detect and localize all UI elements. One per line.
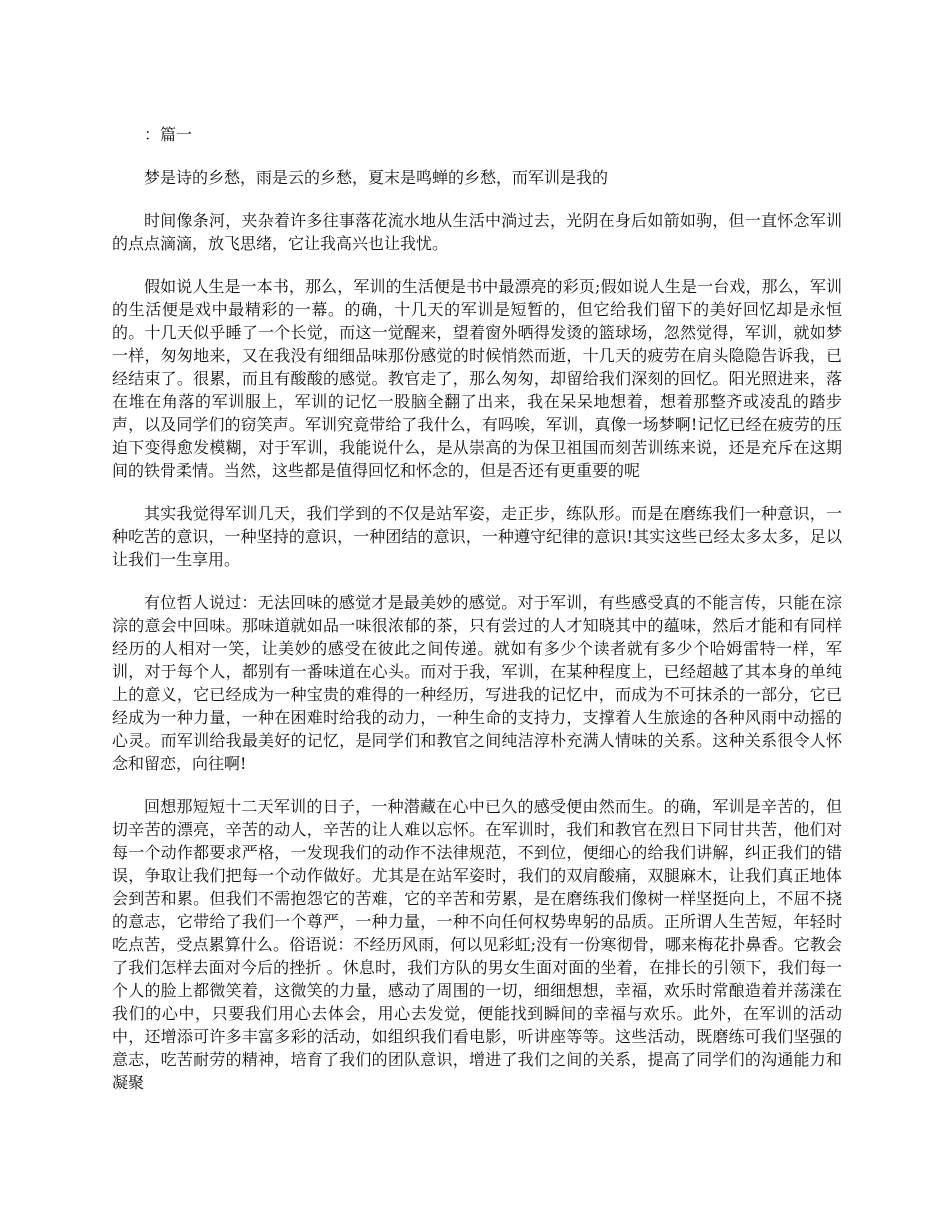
paragraph-1: 梦是诗的乡愁，雨是云的乡愁，夏末是鸣蝉的乡愁，而军训是我的 [144, 168, 609, 187]
paragraph-3: 假如说人生是一本书，那么，军训的生活便是书中最漂亮的彩页;假如说人生是一台戏，那么，军训的生活便是戏中最精彩的一幕。的确，十几天的军训是短暂的，但它给我们留下的美好回忆却是永恒的。十几天似乎睡了一个长觉，而这一觉醒来，望着窗外晒得发烫的篮球场，忽然觉得，军训，就如梦一样，匆匆地来，又在我没有细细品味那份感觉的时候悄然而逝，十几天的疲劳在肩头隐隐告诉我，已经结束了。很累，而且有酸酸的感觉。教官走了，那么匆匆，却留给我们深刻的回忆。阳光照进来，落在堆在角落的军训服上，军训的记忆一股脑全翻了出来，我在呆呆地想着，想着那整齐或凌乱的踏步声，以及同学们的窃笑声。军训究竟带给了我什么，有吗唉，军训，真像一场梦啊!记忆已经在疲劳的压迫下变得愈发模糊，对于军训，我能说什么，是从崇高的为保卫祖国而刻苦训练来说，还是充斥在这期间的铁骨柔情。当然，这些都是值得回忆和怀念的，但是否还有更重要的呢 [112, 277, 842, 480]
paragraph-5: 有位哲人说过：无法回味的感觉才是最美妙的感觉。对于军训，有些感受真的不能言传，只能在淙淙的意会中回味。那味道就如品一味很浓郁的茶，只有尝过的人才知晓其中的蕴味，然后才能和有同样经历的人相对一笑，让美妙的感受在彼此之间传递。就如有多少个读者就有多少个哈姆雷特一样，军训，对于每个人，都别有一番味道在心头。而对于我，军训，在某种程度上，已经超越了其本身的单纯上的意义，它已经成为一种宝贵的难得的一种经历，写进我的记忆中，而成为不可抹杀的一部分，它已经成为一种力量，一种在困难时给我的动力，一种生命的支持力，支撑着人生旅途的各种风雨中动摇的心灵。而军训给我最美好的记忆，是同学们和教官之间纯洁淳朴充满人情味的关系。这种关系很令人怀念和留恋，向往啊! [112, 593, 842, 773]
paragraph-6: 回想那短短十二天军训的日子，一种潜藏在心中已久的感受便由然而生。的确，军训是辛苦的，但切辛苦的漂亮，辛苦的动人，辛苦的让人难以忘怀。在军训时，我们和教官在烈日下同甘共苦，他们对每一个动作都要求严格，一发现我们的动作不法律规范，不到位，便细心的给我们讲解，纠正我们的错误，争取让我们把每一个动作做好。尤其是在站军姿时，我们的双肩酸痛，双腿麻木，让我们真正地体会到苦和累。但我们不需抱怨它的苦难，它的辛苦和劳累，是在磨练我们像树一样坚挺向上，不屈不挠的意志，它带给了我们一个尊严，一种力量，一种不向任何权势卑躬的品质。正所谓人生苦短，年轻时吃点苦，受点累算什么。俗语说：不经历风雨，何以见彩虹;没有一份寒彻骨，哪来梅花扑鼻香。它教会了我们怎样去面对今后的挫折 。休息时，我们方队的男女生面对面的坐着，在排长的引领下，我们每一个人的脸上都微笑着，这微笑的力量，感动了周围的一切，细细想想，幸福，欢乐时常酿造着并荡漾在我们的心中，只要我们用心去体会，用心去发觉，便能找到瞬间的幸福与欢乐。此外，在军训的活动中，还增添可许多丰富多彩的活动，如组织我们看电影，听讲座等等。这些活动，既磨练可我们坚强的意志，吃苦耐劳的精神，培育了我们的团队意识，增进了我们之间的关系，提高了同学们的沟通能力和凝聚 [112, 797, 842, 1092]
paragraph-4: 其实我觉得军训几天，我们学到的不仅是站军姿，走正步，练队形。而是在磨练我们一种意识，一种吃苦的意识，一种坚持的意识，一种团结的意识，一种遵守纪律的意识!其实这些已经太多太多，足以让我们一生享用。 [112, 504, 842, 569]
document-page [112, 124, 842, 1114]
paragraph-2: 时间像条河，夹杂着许多往事落花流水地从生活中淌过去，光阴在身后如箭如驹，但一直怀念军训的点点滴滴，放飞思绪，它让我高兴也让我忧。 [112, 211, 842, 253]
document-heading: ：篇一 [144, 125, 193, 144]
